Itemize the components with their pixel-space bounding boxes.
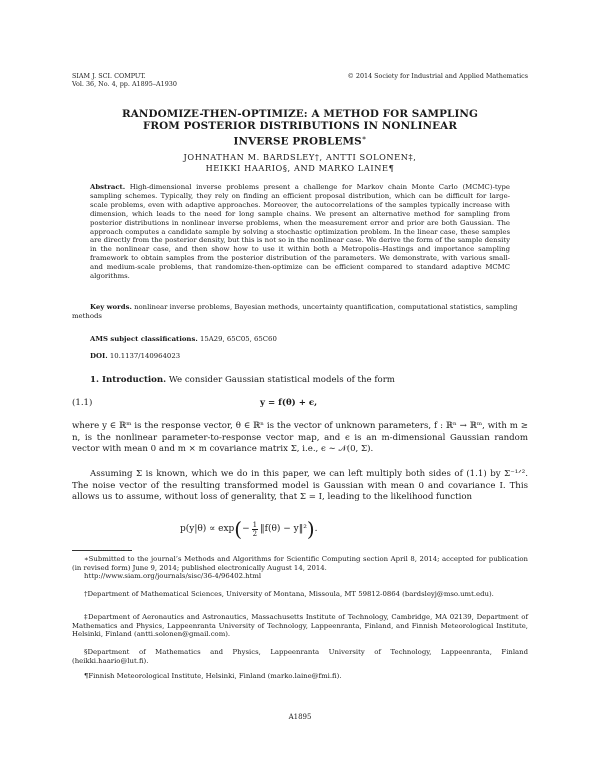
equation-number: (1.1)	[72, 398, 93, 408]
footnote-1-text: ∗Submitted to the journal’s Methods and Algorithms for Scientific Computing section April 8, 2014; accepted for publication (in revised form) June 9, 2014; published electronically August 14, 2014.	[72, 555, 528, 572]
eq2-close-paren: )	[306, 517, 315, 541]
doi-link[interactable]: 10.1137/140964023	[109, 352, 181, 360]
keywords	[72, 303, 528, 321]
abstract-label: Abstract.	[90, 183, 126, 191]
keywords-label: Key words.	[90, 303, 132, 311]
eq2-frac-num: 1	[252, 520, 258, 529]
paragraph-2: Assuming Σ is known, which we do in this paper, we can left multiply both sides of (1.1) by Σ⁻¹ᐟ². The noise vector of the resulting transformed model is Gaussian with mean 0 and covariance I. This allows us to assume, without loss of generality, that Σ = I, leading to the likelihood function	[72, 469, 528, 503]
eq2-open-paren: (	[234, 517, 243, 541]
footnote-1-url[interactable]: http://www.siam.org/journals/sisc/36-4/96402.html	[84, 572, 262, 581]
footnote-author-2: ‡Department of Aeronautics and Astronautics, Massachusetts Institute of Technology, Cambridge, MA 02139, Department of Mathematics and Physics, Lappeenranta University of Technology, Lappeenranta, Finland, and Finnish Meteorological Institute, Helsinki, Finland (antti.solonen@gmail.com).	[72, 613, 528, 639]
intro-text: We consider Gaussian statistical models of the form	[168, 375, 395, 385]
footnote-submission	[72, 555, 528, 581]
title-line-1: RANDOMIZE-THEN-OPTIMIZE: A METHOD FOR SAMPLING	[122, 108, 478, 120]
eq2-minus: −	[242, 524, 250, 534]
footnote-rule	[72, 550, 132, 551]
likelihood-equation	[180, 518, 318, 540]
keywords-text: nonlinear inverse problems, Bayesian methods, uncertainty quantification, computational statistics, sampling methods	[72, 303, 518, 320]
page-number: A1895	[288, 713, 312, 721]
abstract	[90, 183, 510, 281]
eq2-lhs: p(y|θ) ∝ exp	[180, 524, 235, 534]
equation-1-1: y = f(θ) + ϵ,	[260, 398, 318, 408]
authors-line-1: JOHNATHAN M. BARDSLEY†, ANTTI SOLONEN‡,	[183, 152, 417, 162]
section-intro	[72, 375, 528, 386]
eq2-fraction	[252, 521, 258, 538]
abstract-text: High-dimensional inverse problems present a challenge for Markov chain Monte Carlo (MCMC)-type sampling schemes. Typically, they rely on finding an efficient proposal distribution, which can be difficult for large-scale problems, even with adaptive approaches. Moreover, the autocorrelations of the samples typically increase with dimension, which leads to the need for long sample chains. We present an alternative method for sampling from posterior distributions in nonlinear inverse problems, when the measurement error and prior are both Gaussian. The approach computes a candidate sample by solving a stochastic optimization problem. In the linear case, these samples are directly from the posterior density, but this is not so in the nonlinear case. We derive the form of the sample density in the nonlinear case, and then show how to use it within both a Metropolis–Hastings and importance sampling framework to obtain samples from the posterior distribution of the parameters. We demonstrate, with various small- and medium-scale problems, that randomize-then-optimize can be efficient compared to standard adaptive MCMC algorithms.	[90, 183, 510, 281]
ams-classifications	[90, 335, 277, 344]
footnote-author-3: §Department of Mathematics and Physics, Lappeenranta University of Technology, Lappeenranta, Finland (heikki.haario@lut.fi).	[72, 648, 528, 665]
eq2-norm: ‖f(θ) − y‖²	[260, 524, 307, 534]
title-line-2: FROM POSTERIOR DISTRIBUTIONS IN NONLINEAR	[142, 120, 458, 132]
ams-text: 15A29, 65C05, 65C60	[199, 335, 277, 343]
eq2-frac-den: 2	[252, 529, 258, 538]
authors-line-2: HEIKKI HAARIO§, AND MARKO LAINE¶	[205, 163, 395, 173]
paragraph-1: where y ∈ ℝᵐ is the response vector, θ ∈ ℝⁿ is the vector of unknown parameters, f : ℝⁿ → ℝᵐ, with m ≥ n, is the nonlinear parameter-to-response vector map, and ϵ is an m-dimensional Gaussian random vector with mean 0 and m × m covariance matrix Σ, i.e., ϵ ∼ 𝒩(0, Σ).	[72, 421, 528, 455]
title-line-3: INVERSE PROBLEMS∗	[233, 134, 367, 148]
doi	[90, 352, 180, 361]
journal-volume: Vol. 36, No. 4, pp. A1895–A1930	[72, 80, 177, 88]
journal-header	[72, 72, 177, 88]
section-heading: 1. Introduction.	[90, 375, 167, 385]
footnote-author-1: †Department of Mathematical Sciences, University of Montana, Missoula, MT 59812-0864 (bardsleyj@mso.umt.edu).	[84, 590, 494, 598]
author-list	[72, 152, 528, 174]
copyright-notice: © 2014 Society for Industrial and Applied Mathematics	[347, 72, 528, 80]
footnote-author-4: ¶Finnish Meteorological Institute, Helsinki, Finland (marko.laine@fmi.fi).	[84, 672, 342, 680]
ams-label: AMS subject classifications.	[90, 335, 198, 343]
doi-label: DOI.	[90, 352, 108, 360]
title-footnote-mark[interactable]: ∗	[361, 134, 367, 142]
eq2-tail: .	[314, 524, 318, 534]
paper-title	[72, 108, 528, 147]
journal-name: SIAM J. SCI. COMPUT.	[72, 72, 146, 80]
